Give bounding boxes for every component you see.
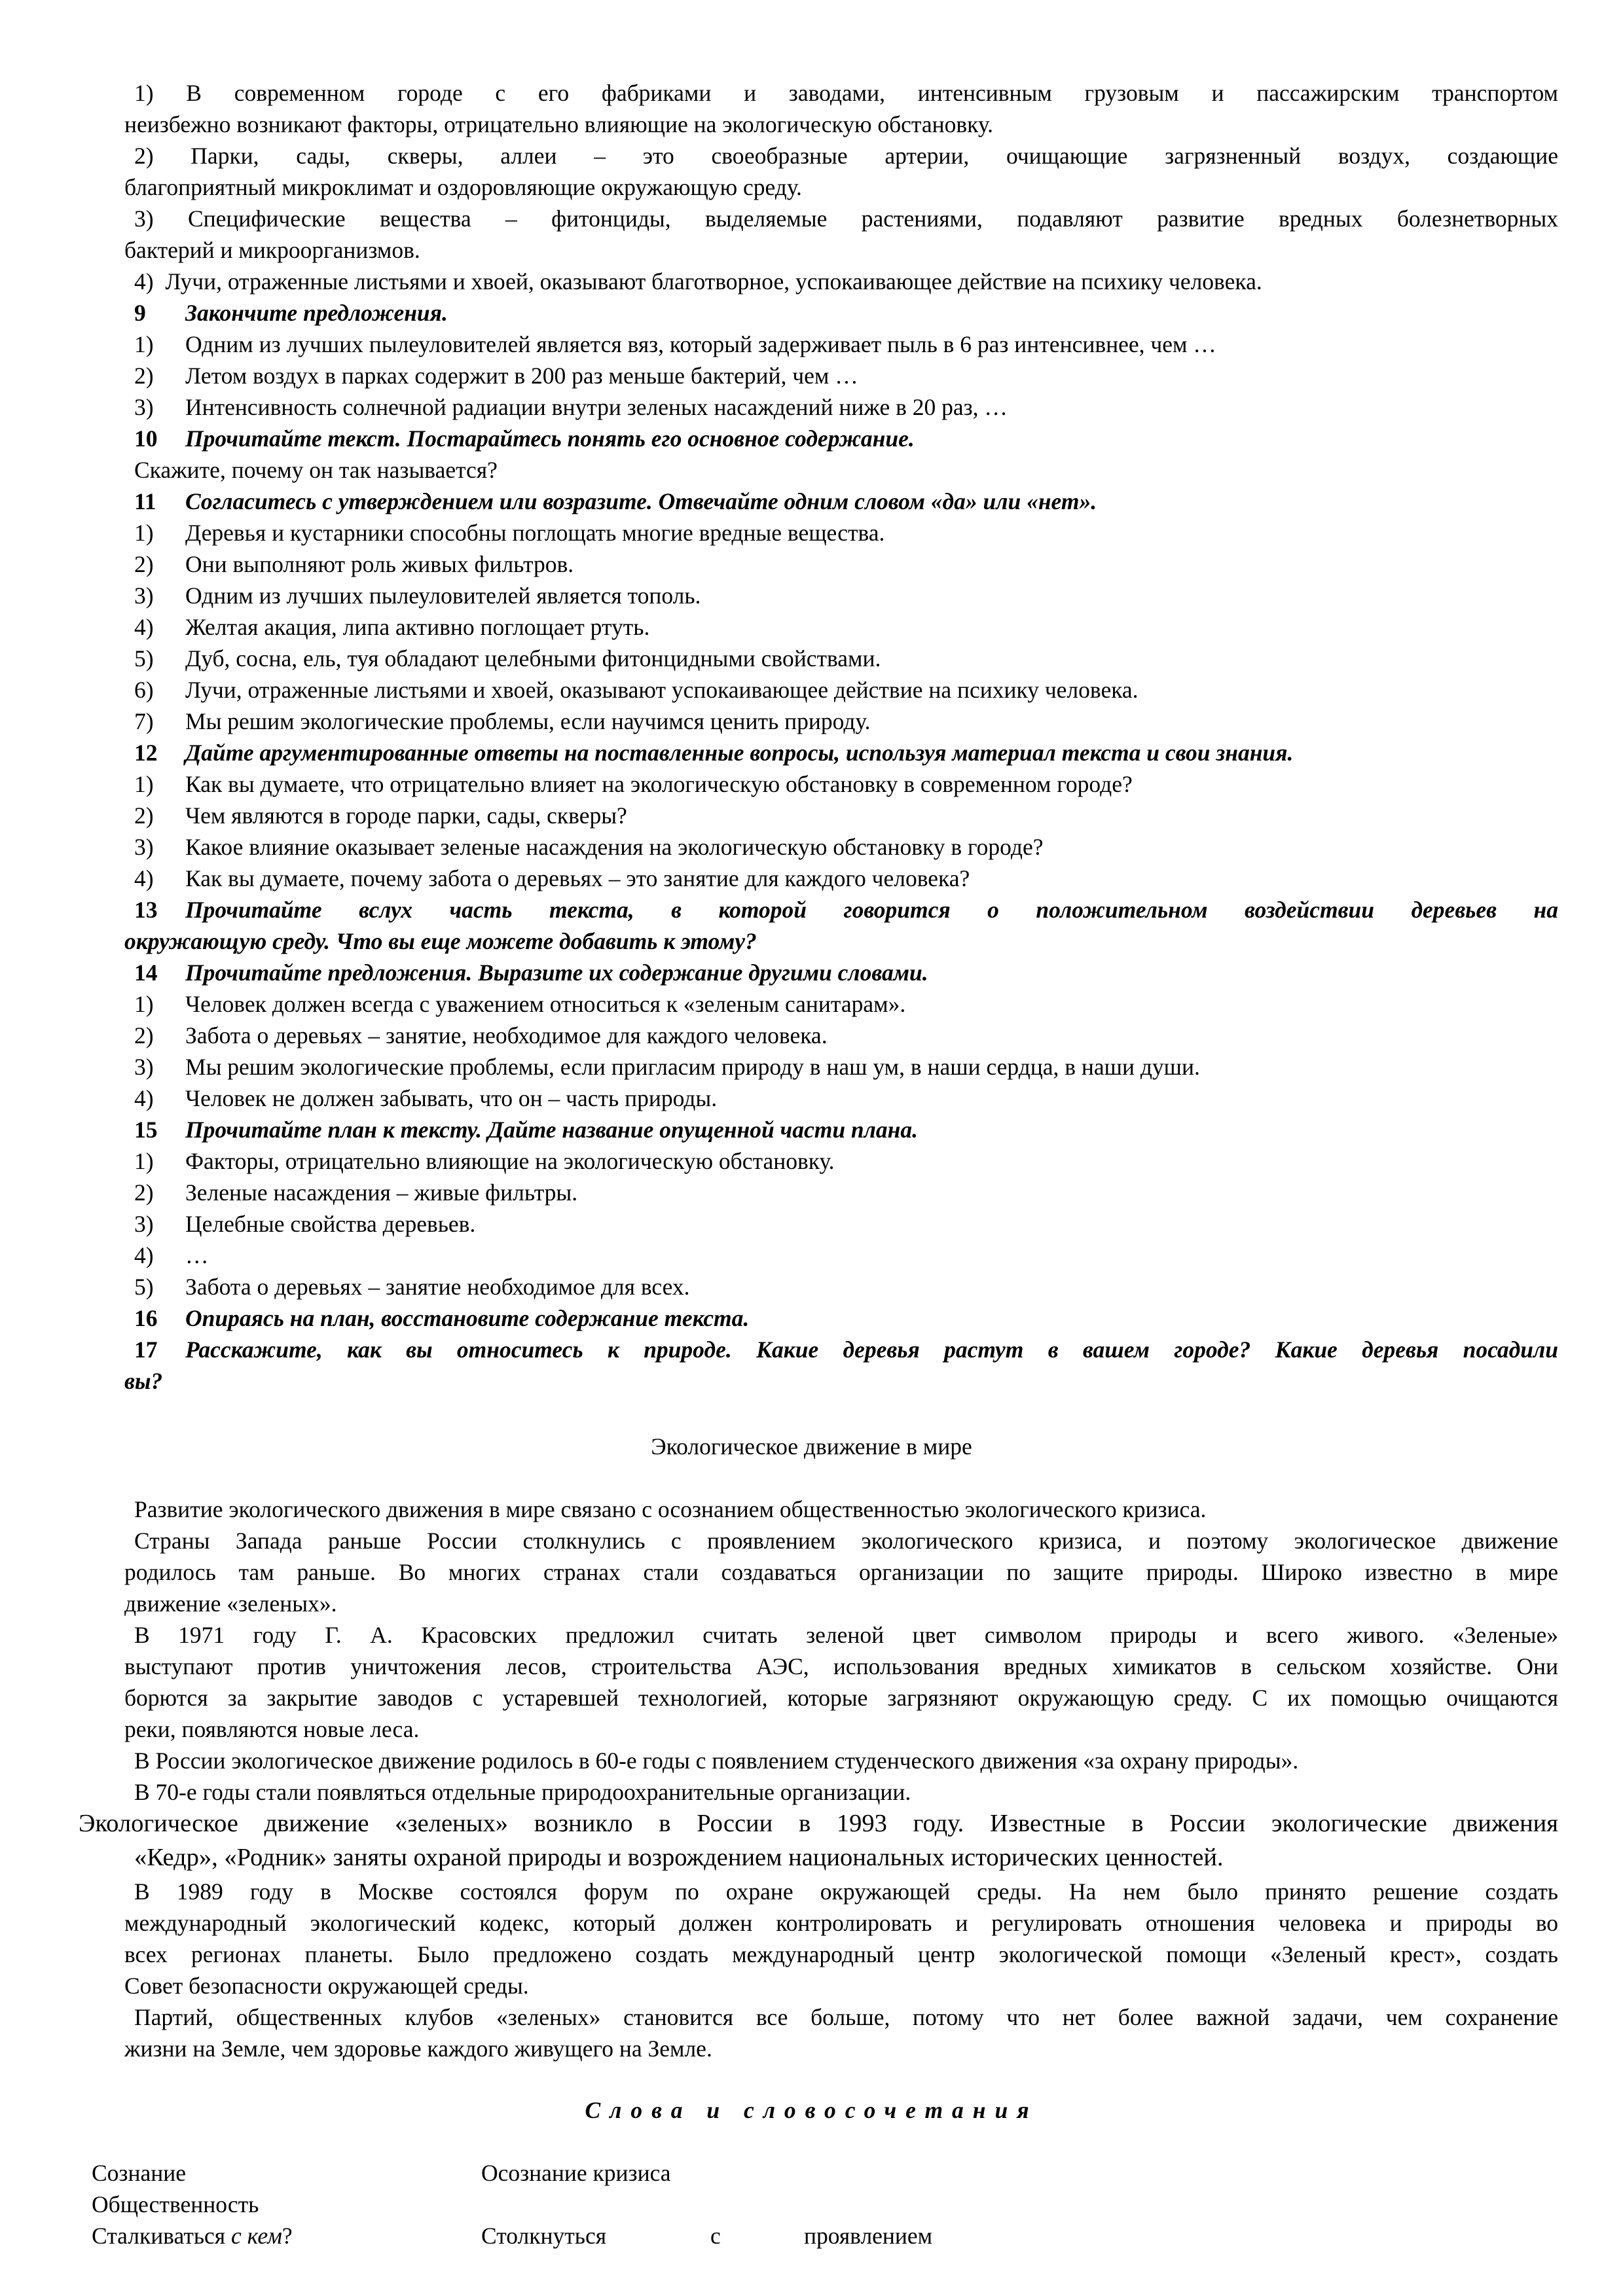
list-item: Забота о деревьях – занятие, необходимое для каждого человека. — [185, 1022, 828, 1049]
paragraph-line: В 1989 году в Москве состоялся форум по охране окружающей среды. На нем было принято решение создать — [134, 1878, 1558, 1905]
paragraph-line: Совет безопасности окружающей среды. — [124, 1973, 529, 1999]
list-number: 4) — [134, 1085, 154, 1111]
task-heading: 10 Прочитайте текст. Постарайтесь понять его основное содержание. — [134, 425, 915, 452]
list-item: Зеленые насаждения – живые фильтры. — [185, 1179, 578, 1206]
paragraph-line: реки, появляются новые леса. — [124, 1716, 420, 1742]
list-item: Интенсивность солнечной радиации внутри зеленых насаждений ниже в 20 раз, … — [185, 394, 1008, 420]
list-number: 1) — [134, 771, 154, 797]
list-number: 3) — [134, 1054, 154, 1080]
list-item: Дуб, сосна, ель, туя обладают целебными фитонцидными свойствами. — [185, 645, 881, 672]
paragraph-line: В России экологическое движение родилось в 60-е годы с появлением студенческого движения «за охрану природы». — [134, 1748, 1299, 1774]
task-heading: 11 Согласитесь с утверждением или возразите. Отвечайте одним словом «да» или «нет». — [134, 488, 1097, 514]
list-item: Чем являются в городе парки, сады, скверы? — [185, 802, 627, 829]
paragraph-line: движение «зеленых». — [124, 1590, 337, 1617]
list-number: 1) — [134, 520, 154, 546]
paragraph-line: всех регионах планеты. Было предложено создать международный центр экологической помощи «Зеленый крест», создать — [124, 1941, 1558, 1967]
list-number: 1) — [134, 1148, 154, 1174]
list-number: 2) — [134, 363, 154, 389]
paragraph-line: неизбежно возникают факторы, отрицательно влияющие на экологическую обстановку. — [124, 111, 993, 137]
paragraph-line: 3) Специфические вещества – фитонциды, выделяемые растениями, подавляют развитие вредных болезнетворных — [134, 206, 1558, 232]
section-title: Экологическое движение в мире — [651, 1433, 972, 1460]
list-number: 6) — [134, 677, 154, 703]
list-item: Мы решим экологические проблемы, если научимся ценить природу. — [185, 708, 871, 734]
paragraph-line: Экологическое движение «зеленых» возникло в России в 1993 году. Известные в России экологические движения — [79, 1810, 1558, 1837]
list-number: 3) — [134, 583, 154, 609]
list-number: 4) — [134, 614, 154, 640]
list-item: Одним из лучших пылеуловителей является тополь. — [185, 583, 701, 609]
list-item: Они выполняют роль живых фильтров. — [185, 551, 574, 577]
paragraph-line: Страны Запада раньше России столкнулись с проявлением экологического кризиса, и поэтому экологическое движение — [134, 1528, 1558, 1554]
list-number: 3) — [134, 394, 154, 420]
list-item: Факторы, отрицательно влияющие на экологическую обстановку. — [185, 1148, 835, 1174]
list-number: 4) — [134, 1242, 154, 1268]
list-number: 7) — [134, 708, 154, 734]
list-number: 2) — [134, 1179, 154, 1206]
list-item: Летом воздух в парках содержит в 200 раз меньше бактерий, чем … — [185, 363, 858, 389]
paragraph-line: родилось там раньше. Во многих странах стали создаваться организации по защите природы. Широко известно в мире — [124, 1559, 1558, 1585]
vocab-phrase: Осознание кризиса — [481, 2160, 671, 2186]
list-item: Деревья и кустарники способны поглощать многие вредные вещества. — [185, 520, 885, 546]
list-item: Желтая акация, липа активно поглощает ртуть. — [185, 614, 650, 640]
task-heading: 12 Дайте аргументированные ответы на поставленные вопросы, используя материал текста и свои знания. — [134, 740, 1294, 766]
task-heading: 17 Расскажите, как вы относитесь к природе. Какие деревья растут в вашем городе? Какие деревья посадили — [134, 1336, 1558, 1363]
vocabulary-title: Слова и словосочетания — [585, 2097, 1038, 2123]
list-number: 1) — [134, 991, 154, 1017]
paragraph-line: бактерий и микроорганизмов. — [124, 237, 420, 263]
list-number: 5) — [134, 645, 154, 672]
list-number: 2) — [134, 1022, 154, 1049]
paragraph-line: благоприятный микроклимат и оздоровляющие окружающую среду. — [124, 174, 802, 200]
paragraph-line: 1) В современном городе с его фабриками и заводами, интенсивным грузовым и пассажирским транспортом — [134, 80, 1558, 106]
list-item: Одним из лучших пылеуловителей является вяз, который задерживает пыль в 6 раз интенсивнее, чем … — [185, 331, 1216, 357]
task-heading-continuation: вы? — [124, 1368, 163, 1394]
list-number: 2) — [134, 802, 154, 829]
paragraph-line: «Кедр», «Родник» заняты охраной природы и возрождением национальных исторических ценностей. — [134, 1844, 1224, 1871]
list-item: Лучи, отраженные листьями и хвоей, оказывают успокаивающее действие на психику человека. — [185, 677, 1139, 703]
list-item: Целебные свойства деревьев. — [185, 1211, 476, 1237]
paragraph-line: 2) Парки, сады, скверы, аллеи – это своеобразные артерии, очищающие загрязненный воздух, создающие — [134, 143, 1558, 169]
task-heading: 15 Прочитайте план к тексту. Дайте название опущенной части плана. — [134, 1117, 918, 1143]
list-item: Человек должен всегда с уважением относиться к «зеленым санитарам». — [185, 991, 906, 1017]
list-item: Забота о деревьях – занятие необходимое для всех. — [185, 1274, 690, 1300]
list-number: 5) — [134, 1274, 154, 1300]
task-heading: 9 Закончите предложения. — [134, 300, 448, 326]
vocab-word: Общественность — [92, 2191, 259, 2217]
paragraph-line: Развитие экологического движения в мире связано с осознанием общественностью экологического кризиса. — [134, 1496, 1207, 1522]
paragraph-line: международный экологический кодекс, который должен контролировать и регулировать отношения человека и природы во — [124, 1910, 1558, 1936]
paragraph-line: В 1971 году Г. А. Красовских предложил считать зеленой цвет символом природы и всего живого. «Зеленые» — [134, 1622, 1558, 1648]
task-heading: 14 Прочитайте предложения. Выразите их содержание другими словами. — [134, 960, 928, 986]
list-number: 3) — [134, 1211, 154, 1237]
list-item: … — [185, 1242, 209, 1268]
list-number: 4) — [134, 865, 154, 891]
paragraph-line: 4) Лучи, отраженные листьями и хвоей, оказывают благотворное, успокаивающее действие на психику человека. — [134, 268, 1262, 295]
vocab-word: Сознание — [92, 2160, 186, 2186]
paragraph-line: Партий, общественных клубов «зеленых» становится все больше, потому что нет более важной задачи, чем сохранение — [134, 2004, 1558, 2030]
task-heading: 13 Прочитайте вслух часть текста, в которой говорится о положительном воздействии деревьев на — [134, 897, 1558, 923]
vocab-phrase: с — [710, 2223, 721, 2249]
list-item: Человек не должен забывать, что он – часть природы. — [185, 1085, 718, 1111]
list-number: 2) — [134, 551, 154, 577]
paragraph-line: В 70-е годы стали появляться отдельные природоохранительные организации. — [134, 1779, 911, 1805]
list-item: Как вы думаете, что отрицательно влияет на экологическую обстановку в современном городе? — [185, 771, 1133, 797]
task-note: Скажите, почему он так называется? — [134, 457, 498, 483]
list-item: Какое влияние оказывает зеленые насаждения на экологическую обстановку в городе? — [185, 834, 1044, 860]
list-number: 1) — [134, 331, 154, 357]
vocab-phrase: проявлением — [804, 2223, 933, 2249]
task-heading-continuation: окружающую среду. Что вы еще можете добавить к этому? — [124, 928, 757, 954]
paragraph-line: выступают против уничтожения лесов, строительства АЭС, использования вредных химикатов в сельском хозяйстве. Они — [124, 1653, 1558, 1679]
paragraph-line: жизни на Земле, чем здоровье каждого живущего на Земле. — [124, 2036, 712, 2062]
vocab-word: Сталкиваться с кем? — [92, 2223, 293, 2249]
list-item: Мы решим экологические проблемы, если пригласим природу в наш ум, в наши сердца, в наши души. — [185, 1054, 1200, 1080]
list-item: Как вы думаете, почему забота о деревьях – это занятие для каждого человека? — [185, 865, 970, 891]
list-number: 3) — [134, 834, 154, 860]
vocab-phrase: Столкнуться — [481, 2223, 607, 2249]
paragraph-line: борются за закрытие заводов с устаревшей технологией, которые загрязняют окружающую среду. С их помощью очищаются — [124, 1685, 1558, 1711]
task-heading: 16 Опираясь на план, восстановите содержание текста. — [134, 1305, 750, 1331]
